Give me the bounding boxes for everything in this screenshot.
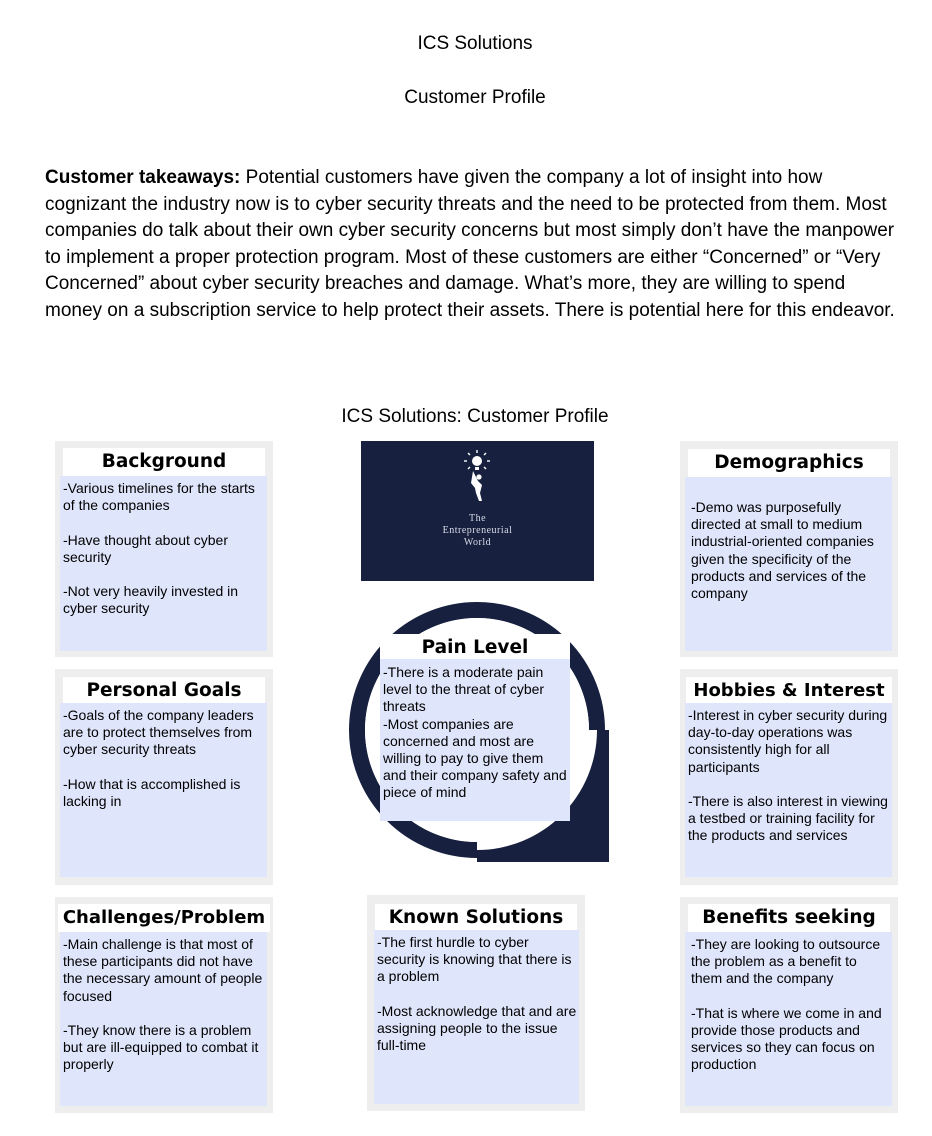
challenges-item-2: -They know there is a problem but are ill-equipped to combat it properly bbox=[63, 1022, 259, 1073]
known-solutions-card bbox=[367, 895, 585, 1111]
logo-line-1: The bbox=[468, 513, 487, 524]
challenges-problem-card bbox=[55, 897, 273, 1113]
challenges-problem-card-body bbox=[60, 932, 267, 1106]
figure-title: ICS Solutions: Customer Profile bbox=[341, 406, 609, 427]
background-item-1: -Various timelines for the starts of the companies bbox=[63, 480, 255, 514]
benefits-item-2: -That is where we come in and provide those products and services so they can focus on production bbox=[691, 1004, 882, 1073]
takeaways-paragraph bbox=[45, 165, 905, 325]
takeaways-label: Customer takeaways: bbox=[45, 167, 241, 188]
personal-goals-card-title: Personal Goals bbox=[63, 677, 265, 705]
demographics-card-title: Demographics bbox=[688, 449, 890, 477]
personal-goals-item-1: -Goals of the company leaders are to protect themselves from cyber security threats bbox=[63, 707, 254, 758]
benefits-seeking-card-title: Benefits seeking bbox=[688, 904, 890, 932]
logo-line-2: Entrepreneurial bbox=[442, 525, 513, 536]
pain-level-body bbox=[380, 659, 570, 821]
challenges-problem-card-title: Challenges/Problem bbox=[58, 904, 270, 932]
background-card-body bbox=[60, 476, 267, 651]
entrepreneurial-world-logo bbox=[361, 441, 594, 581]
lightbulb-figure-icon bbox=[361, 441, 594, 581]
pain-level-item-2: -Most companies are concerned and most are willing to pay to give them and their company safety and piece of mind bbox=[383, 715, 567, 801]
logo-line-3: World bbox=[463, 537, 492, 548]
hobbies-item-2: -There is also interest in viewing a testbed or training facility for the products and services bbox=[688, 793, 888, 844]
background-item-3: -Not very heavily invested in cyber security bbox=[63, 583, 239, 617]
personal-goals-card-body bbox=[60, 703, 267, 877]
hobbies-interest-card-body bbox=[685, 703, 892, 877]
hobbies-interest-card-title: Hobbies & Interest bbox=[686, 677, 892, 705]
takeaways-text: Potential customers have given the company a lot of insight into how cognizant the industry now is to cyber security threats and the need to be protected from them. Most companies do talk about their own cyber security concerns but most simply don’t have the manpower to implement a proper protection program. Most of these customers are either “Concerned” or “Very Concerned” about cyber security breaches and damage. What’s more, they are willing to spend money on a subscription service to help protect their assets. There is potential here for this endeavor. bbox=[45, 167, 895, 321]
personal-goals-card bbox=[55, 669, 273, 885]
hobbies-interest-card bbox=[680, 669, 898, 885]
hobbies-item-1: -Interest in cyber security during day-to-day operations was consistently high for all participants bbox=[688, 707, 888, 775]
background-card bbox=[55, 441, 273, 657]
pain-level-item-1: -There is a moderate pain level to the threat of cyber threats bbox=[383, 664, 545, 715]
demographics-item-1: -Demo was purposefully directed at small to medium industrial-oriented companies given the specificity of the products and services of the company bbox=[691, 499, 874, 602]
known-solutions-item-1: -The first hurdle to cyber security is knowing that there is a problem bbox=[377, 934, 572, 985]
personal-goals-item-2: -How that is accomplished is lacking in bbox=[63, 775, 241, 809]
demographics-card-body bbox=[685, 477, 892, 651]
background-item-2: -Have thought about cyber security bbox=[63, 531, 228, 565]
background-card-title: Background bbox=[63, 448, 265, 476]
challenges-item-1: -Main challenge is that most of these participants did not have the necessary amount of people focused bbox=[63, 936, 263, 1004]
known-solutions-card-title: Known Solutions bbox=[375, 904, 577, 932]
document-subtitle: Customer Profile bbox=[404, 87, 546, 108]
document-title: ICS Solutions bbox=[417, 33, 533, 54]
pain-level-title: Pain Level bbox=[380, 634, 570, 662]
demographics-card bbox=[680, 441, 898, 657]
known-solutions-item-2: -Most acknowledge that and are assigning people to the issue full-time bbox=[377, 1002, 577, 1054]
benefits-seeking-card-body bbox=[685, 932, 892, 1106]
benefits-seeking-card bbox=[680, 897, 898, 1113]
known-solutions-card-body bbox=[374, 930, 579, 1104]
logo-text bbox=[361, 513, 594, 549]
benefits-item-1: -They are looking to outsource the problem as a benefit to them and the company bbox=[691, 936, 881, 987]
